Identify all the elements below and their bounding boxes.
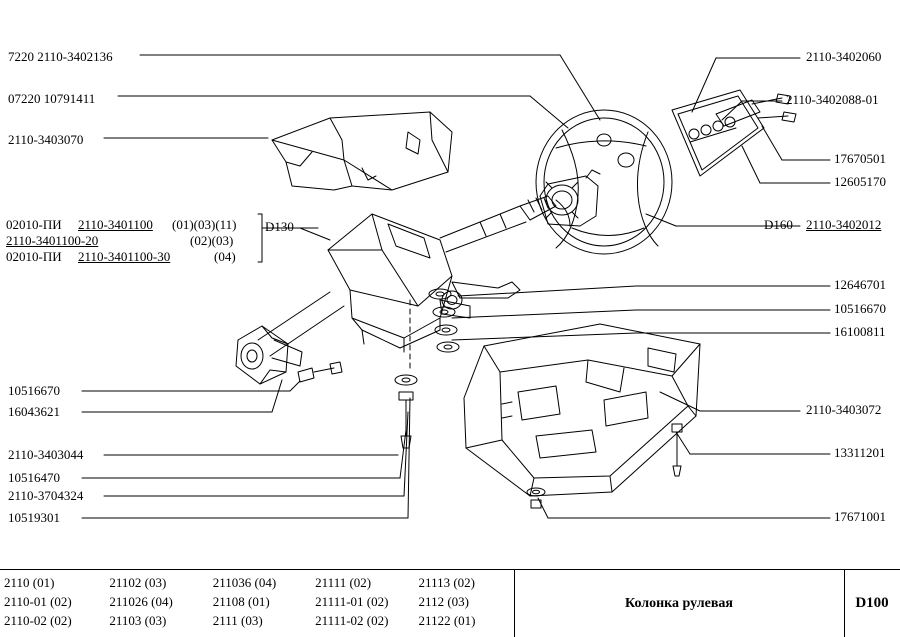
column-upper-body xyxy=(328,214,452,306)
washer-hole xyxy=(442,328,450,332)
part-label-10519301: 10519301 xyxy=(8,510,60,525)
table-cell: 21122 (01) xyxy=(418,613,476,628)
part-label-3401100: 2110-3401100 xyxy=(78,217,153,232)
wheel-detail xyxy=(556,200,570,226)
nut xyxy=(437,342,459,352)
part-label-07220: 07220 10791411 xyxy=(8,91,96,106)
leader-line xyxy=(530,96,568,128)
part-label-3403072: 2110-3403072 xyxy=(806,402,882,417)
shaft-collar xyxy=(500,214,506,228)
column-body-crease xyxy=(372,214,418,306)
part-label-3401100-20: 2110-3401100-20 xyxy=(6,233,99,248)
lower-cover-outline xyxy=(464,324,700,496)
table-cell: 2111 (03) xyxy=(212,613,263,628)
emblem-letter xyxy=(701,125,711,135)
shaft-lower xyxy=(258,292,330,340)
table-cell: 21113 (02) xyxy=(418,575,475,590)
table-cell: 21108 (01) xyxy=(212,594,270,609)
cover-recess xyxy=(518,386,560,420)
table-cell: 21103 (03) xyxy=(109,613,167,628)
table-cell: 2110-02 (02) xyxy=(4,613,72,628)
part-label-12605170: 12605170 xyxy=(834,174,886,189)
title-block xyxy=(0,569,900,636)
part-label-02010pi-b: 02010-ПИ xyxy=(6,249,62,264)
cover-bolt-head xyxy=(672,424,682,432)
universal-joint xyxy=(236,326,288,384)
leader-line xyxy=(452,333,636,340)
screw-shank xyxy=(758,116,788,118)
part-label-12646701: 12646701 xyxy=(834,277,886,292)
part-label-10516670-right: 10516670 xyxy=(834,301,886,316)
lower-cover-basin xyxy=(500,372,688,478)
washer-lower-hole xyxy=(402,378,410,382)
table-cell: 21111 (02) xyxy=(315,575,372,590)
leader-line xyxy=(646,214,676,226)
part-label-3402012: 2110-3402012 xyxy=(806,217,882,232)
part-label-16100811: 16100811 xyxy=(834,324,886,339)
shroud-crease xyxy=(330,118,344,160)
leader-line xyxy=(272,380,282,412)
table-cell: 21111-01 (02) xyxy=(315,594,389,609)
leader-line xyxy=(290,381,300,391)
part-label-7220: 7220 2110-3402136 xyxy=(8,49,113,64)
wheel-detail xyxy=(618,153,634,167)
part-label-3403044: 2110-3403044 xyxy=(8,447,84,462)
column-edge xyxy=(362,330,364,344)
part-label-3401100-20-variants: (02)(03) xyxy=(190,233,234,248)
shroud-edge xyxy=(272,140,312,166)
u-joint-yoke xyxy=(241,343,263,369)
part-label-3401100-variants: (01)(03)(11) xyxy=(172,217,237,232)
shaft-upper xyxy=(446,222,526,252)
cover-tab xyxy=(648,348,676,372)
clamp-bolt-head xyxy=(298,368,314,382)
washer-hole xyxy=(436,292,444,296)
part-label-3402060: 2110-3402060 xyxy=(806,49,882,64)
table-row xyxy=(4,575,514,594)
leader-line xyxy=(458,286,636,296)
column-shroud-upper xyxy=(272,112,452,190)
table-cell: 21111-02 (02) xyxy=(315,613,389,628)
cover-washer xyxy=(527,488,545,496)
leader-line xyxy=(762,126,782,160)
part-label-3401100-30-variants: (04) xyxy=(214,249,236,264)
table-cell: 21102 (03) xyxy=(109,575,167,590)
washer xyxy=(435,325,457,335)
cover-edge xyxy=(610,476,612,492)
shroud-crease xyxy=(430,112,448,172)
reference-label-d130: D130 xyxy=(265,219,294,234)
shroud-hole xyxy=(406,132,420,154)
leader-line xyxy=(660,392,700,411)
variant-bracket xyxy=(258,214,262,262)
table-cell: 2110-01 (02) xyxy=(4,594,72,609)
shroud-crease xyxy=(344,160,392,190)
part-label-17671001: 17671001 xyxy=(834,509,886,524)
table-row xyxy=(4,594,514,613)
table-cell: 211036 (04) xyxy=(212,575,277,590)
column-lower-body xyxy=(350,276,452,338)
applicability-table xyxy=(0,570,514,637)
table-cell: 2110 (01) xyxy=(4,575,55,590)
wheel-detail xyxy=(597,134,611,146)
part-label-3403070: 2110-3403070 xyxy=(8,132,84,147)
part-label-3401100-30: 2110-3401100-30 xyxy=(78,249,171,264)
assembly-title: Колонка рулевая xyxy=(624,595,733,611)
steering-wheel-spoke xyxy=(556,130,578,248)
table-cell: 2112 (03) xyxy=(418,594,469,609)
cover-boss xyxy=(586,360,624,392)
cover-recess xyxy=(536,430,596,458)
washer-lower xyxy=(395,375,417,385)
cover-washer-hole xyxy=(533,490,540,494)
cover-recess xyxy=(604,392,648,426)
part-label-10516670-left: 10516670 xyxy=(8,383,60,398)
nut-hole xyxy=(444,345,452,349)
cover-bolt-tip xyxy=(673,466,681,476)
shaft-collar xyxy=(480,222,486,236)
cover-edge xyxy=(466,440,502,448)
part-label-17670501: 17670501 xyxy=(834,151,886,166)
shaft-spline-end xyxy=(520,196,556,220)
table-cell: 211026 (04) xyxy=(109,594,173,609)
bolt-head xyxy=(399,392,413,400)
screw-head xyxy=(782,112,796,122)
cover-rib xyxy=(502,402,512,404)
reference-label-d160: D160 xyxy=(764,217,793,232)
lower-cover-inner-edge xyxy=(484,344,700,376)
part-label-3704324: 2110-3704324 xyxy=(8,488,84,503)
part-label-3402088-01: 2110-3402088-01 xyxy=(786,92,879,107)
part-label-10516470: 10516470 xyxy=(8,470,60,485)
column-lower-rim xyxy=(352,318,440,348)
emblem-letter xyxy=(689,129,699,139)
leader-line xyxy=(452,310,636,318)
leader-line xyxy=(676,432,690,454)
leader-line xyxy=(300,228,330,240)
washer xyxy=(433,307,455,317)
shroud-lower-lip xyxy=(286,162,352,190)
column-bracket-plate xyxy=(388,224,430,258)
part-label-02010pi-a: 02010-ПИ xyxy=(6,217,62,232)
hub-detail xyxy=(586,170,600,178)
steering-wheel-bottom xyxy=(572,228,644,236)
part-label-16043621: 16043621 xyxy=(8,404,60,419)
cover-rib xyxy=(502,416,512,418)
leader-line xyxy=(742,146,760,183)
part-label-13311201: 13311201 xyxy=(834,445,886,460)
table-row xyxy=(4,613,514,632)
u-joint-bore xyxy=(247,350,257,362)
shaft-lower xyxy=(270,306,344,356)
assembly-code: D100 xyxy=(855,595,889,611)
